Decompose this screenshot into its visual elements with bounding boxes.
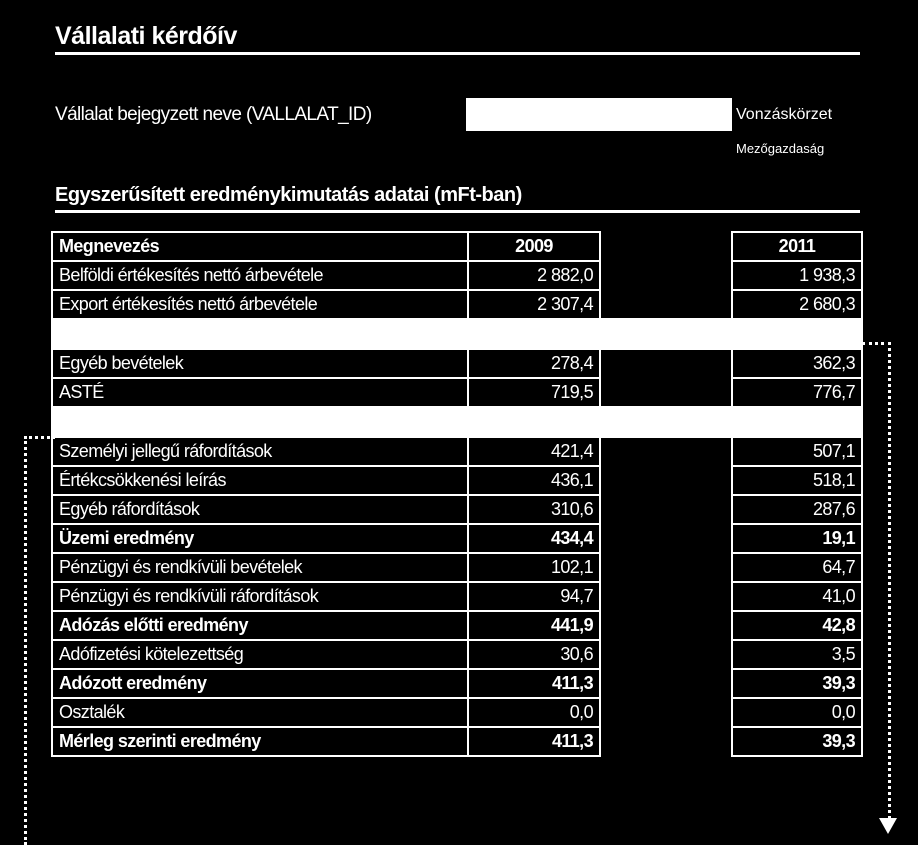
value-2011: 39,3	[732, 727, 862, 756]
header-year-2011: 2011	[732, 232, 862, 261]
row-name: Osztalék	[52, 698, 468, 727]
row-name: Export értékesítés nettó árbevétele	[52, 290, 468, 319]
table-row	[52, 378, 862, 407]
value-2009: 30,6	[468, 640, 600, 669]
table-row	[52, 495, 862, 524]
value-2011: 776,7	[732, 378, 862, 407]
empty-column-cell	[600, 349, 732, 378]
value-2009: 411,3	[468, 727, 600, 756]
row-name: Üzemi eredmény	[52, 524, 468, 553]
value-2009: 310,6	[468, 495, 600, 524]
value-2011: 362,3	[732, 349, 862, 378]
row-name: Adófizetési kötelezettség	[52, 640, 468, 669]
empty-column-cell	[600, 727, 732, 756]
value-2011: 1 938,3	[732, 261, 862, 290]
table-row	[52, 698, 862, 727]
value-2009: 719,5	[468, 378, 600, 407]
section-title: Egyszerűsített eredménykimutatás adatai (mFt-ban)	[55, 180, 860, 213]
row-name: Adózás előtti eredmény	[52, 611, 468, 640]
blank-cell	[732, 407, 862, 437]
empty-column-cell	[600, 698, 732, 727]
value-2011: 64,7	[732, 553, 862, 582]
value-2011: 3,5	[732, 640, 862, 669]
arrow-down-icon	[879, 818, 897, 834]
company-name-field[interactable]	[466, 98, 732, 131]
value-2011: 2 680,3	[732, 290, 862, 319]
table-row	[52, 727, 862, 756]
table-row	[52, 524, 862, 553]
row-name: Egyéb ráfordítások	[52, 495, 468, 524]
value-2011: 42,8	[732, 611, 862, 640]
empty-column-cell	[600, 582, 732, 611]
blank-cell	[732, 319, 862, 349]
company-name-label: Vállalat bejegyzett neve (VALLALAT_ID)	[55, 104, 372, 125]
value-2011: 19,1	[732, 524, 862, 553]
empty-column-cell	[600, 669, 732, 698]
empty-column-cell	[600, 466, 732, 495]
empty-column-cell	[600, 611, 732, 640]
blank-cell	[52, 407, 468, 437]
blank-cell	[600, 319, 732, 349]
table-row	[52, 466, 862, 495]
sector-label: Mezőgazdaság	[736, 141, 825, 156]
value-2009: 441,9	[468, 611, 600, 640]
blank-row	[52, 319, 862, 349]
empty-column-cell	[600, 232, 732, 261]
value-2009: 278,4	[468, 349, 600, 378]
table-row	[52, 261, 862, 290]
table-row	[52, 582, 862, 611]
row-name: Egyéb bevételek	[52, 349, 468, 378]
empty-column-cell	[600, 290, 732, 319]
income-statement-table	[51, 231, 863, 757]
page-title: Vállalati kérdőív	[55, 20, 860, 55]
empty-column-cell	[600, 495, 732, 524]
empty-column-cell	[600, 640, 732, 669]
empty-column-cell	[600, 553, 732, 582]
table-row	[52, 669, 862, 698]
row-name: Pénzügyi és rendkívüli ráfordítások	[52, 582, 468, 611]
blank-cell	[600, 407, 732, 437]
value-2009: 421,4	[468, 437, 600, 466]
row-name: Mérleg szerinti eredmény	[52, 727, 468, 756]
value-2009: 0,0	[468, 698, 600, 727]
table-row	[52, 553, 862, 582]
table-header-row	[52, 232, 862, 261]
value-2011: 507,1	[732, 437, 862, 466]
empty-column-cell	[600, 261, 732, 290]
value-2011: 287,6	[732, 495, 862, 524]
value-2009: 94,7	[468, 582, 600, 611]
table-row	[52, 640, 862, 669]
header-year-2009: 2009	[468, 232, 600, 261]
table-row	[52, 290, 862, 319]
left-bracket-line	[24, 436, 55, 845]
row-name: Személyi jellegű ráfordítások	[52, 437, 468, 466]
header-name: Megnevezés	[52, 232, 468, 261]
value-2009: 2 307,4	[468, 290, 600, 319]
row-name: Belföldi értékesítés nettó árbevétele	[52, 261, 468, 290]
row-name: Pénzügyi és rendkívüli bevételek	[52, 553, 468, 582]
blank-cell	[52, 319, 468, 349]
blank-row	[52, 407, 862, 437]
value-2009: 411,3	[468, 669, 600, 698]
row-name: Értékcsökkenési leírás	[52, 466, 468, 495]
value-2009: 2 882,0	[468, 261, 600, 290]
row-name: ASTÉ	[52, 378, 468, 407]
table-row	[52, 611, 862, 640]
right-bracket-line	[862, 342, 891, 825]
table-row	[52, 437, 862, 466]
value-2009: 434,4	[468, 524, 600, 553]
row-name: Adózott eredmény	[52, 669, 468, 698]
empty-column-cell	[600, 378, 732, 407]
value-2009: 102,1	[468, 553, 600, 582]
table-row	[52, 349, 862, 378]
blank-cell	[468, 407, 600, 437]
empty-column-cell	[600, 437, 732, 466]
region-label: Vonzáskörzet	[736, 106, 833, 123]
value-2011: 0,0	[732, 698, 862, 727]
value-2011: 518,1	[732, 466, 862, 495]
value-2011: 41,0	[732, 582, 862, 611]
empty-column-cell	[600, 524, 732, 553]
blank-cell	[468, 319, 600, 349]
value-2009: 436,1	[468, 466, 600, 495]
value-2011: 39,3	[732, 669, 862, 698]
